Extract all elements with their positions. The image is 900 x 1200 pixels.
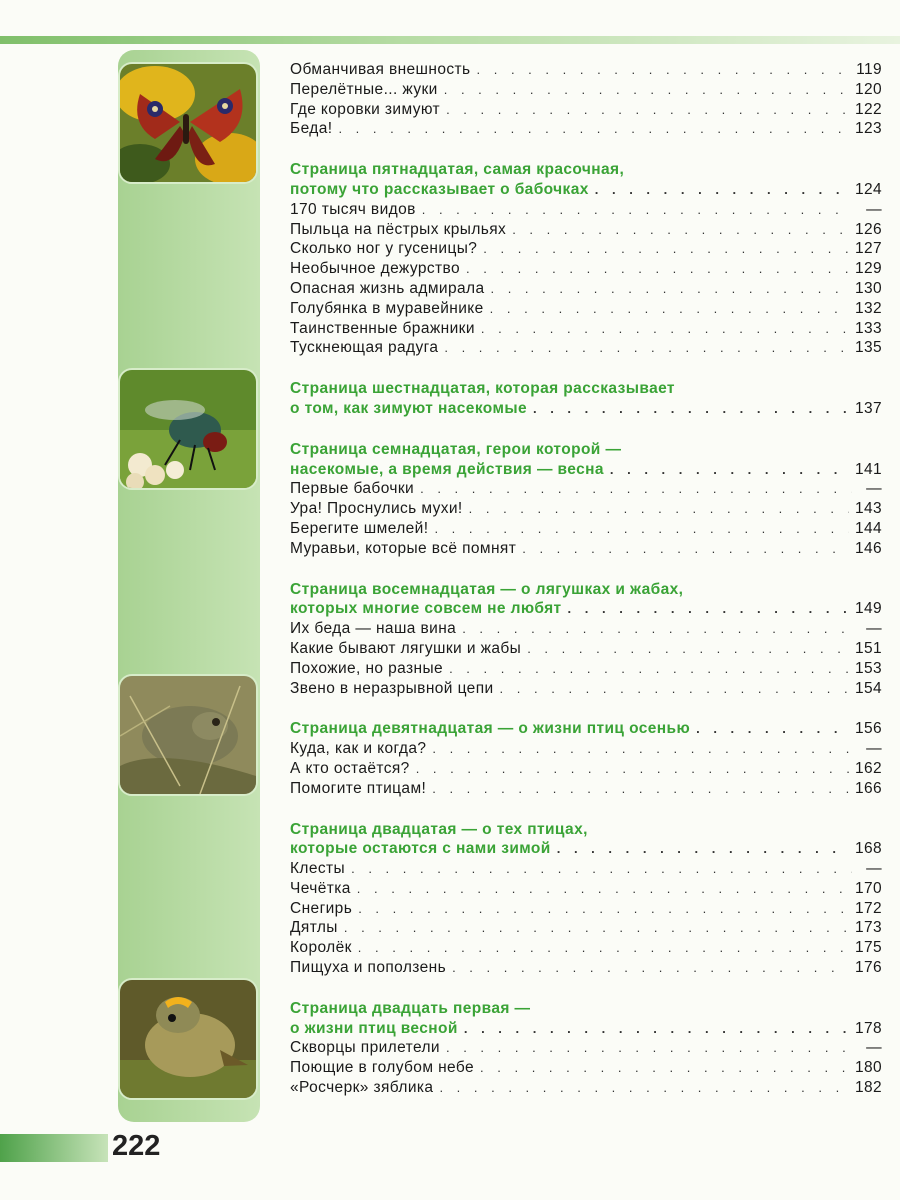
toc-page-number: — [866, 860, 882, 878]
toc-item-title: Помогите птицам! [290, 779, 427, 797]
toc-item[interactable] [290, 319, 882, 339]
toc-page-number: 135 [854, 339, 882, 357]
toc-item-title: Берегите шмелей! [290, 519, 429, 537]
toc-item[interactable] [290, 958, 882, 978]
toc-item[interactable] [290, 100, 882, 120]
toc-item-title: Звено в неразрывной цепи [290, 679, 494, 697]
toc-item-title: Пыльца на пёстрых крыльях [290, 220, 507, 238]
dot-leader [358, 899, 849, 919]
toc-item[interactable] [290, 679, 882, 699]
toc-item[interactable] [290, 499, 882, 519]
toc-item-title: Перелётные... жуки [290, 80, 438, 98]
toc-page-number: — [866, 740, 882, 758]
toc-item-title: Какие бывают лягушки и жабы [290, 639, 522, 657]
toc-item-title: Снегирь [290, 899, 353, 917]
toc-heading-text: которые остаются с нами зимой [290, 840, 551, 858]
toc-item-title: Чечётка [290, 879, 351, 897]
toc-page-number: 144 [854, 519, 882, 537]
toc-page-number: 123 [854, 120, 882, 138]
toc-item-title: Скворцы прилетели [290, 1039, 440, 1057]
side-green-band [118, 50, 260, 1122]
toc-heading-text: о жизни птиц весной [290, 1019, 458, 1037]
top-green-rule [0, 36, 900, 44]
dot-leader [483, 239, 849, 259]
toc-heading-line [290, 379, 882, 399]
toc-item[interactable] [290, 639, 882, 659]
toc-page-number: 146 [854, 539, 882, 557]
toc-page-number: 153 [854, 659, 882, 677]
toc-page-number: 149 [854, 600, 882, 618]
dot-leader [557, 839, 849, 859]
toc-page-number: — [866, 1039, 882, 1057]
dot-leader [422, 200, 852, 220]
dot-leader [434, 519, 849, 539]
toc-page-number: 132 [854, 299, 882, 317]
toc-item[interactable] [290, 1078, 882, 1098]
toc-item[interactable] [290, 220, 882, 240]
toc-item[interactable] [290, 479, 882, 499]
toc-heading-text: Страница семнадцатая, герои которой — [290, 440, 622, 458]
toc-page-number: 162 [854, 759, 882, 777]
toc-item[interactable] [290, 299, 882, 319]
dot-leader [696, 719, 849, 739]
toc-page-number: 124 [854, 180, 882, 198]
toc-page-number: 141 [854, 460, 882, 478]
toc-item-title: Необычное дежурство [290, 260, 460, 278]
toc-page-number: 175 [854, 939, 882, 957]
toc-heading-text: Страница двадцатая — о тех птицах, [290, 820, 588, 838]
toc-item-title: Их беда — наша вина [290, 620, 457, 638]
toc-item[interactable] [290, 80, 882, 100]
dot-leader [416, 759, 849, 779]
toc-heading-line [290, 999, 882, 1019]
toc-item[interactable] [290, 338, 882, 358]
toc-item[interactable] [290, 539, 882, 559]
toc-heading[interactable] [290, 599, 882, 619]
dot-leader [446, 100, 849, 120]
peacock-butterfly-photo [120, 64, 256, 182]
dot-leader [344, 918, 849, 938]
page-number: 222 [112, 1130, 161, 1162]
toc-item[interactable] [290, 879, 882, 899]
toc-page-number: 122 [854, 100, 882, 118]
toc-page-number: — [866, 620, 882, 638]
toc-item[interactable] [290, 279, 882, 299]
table-of-contents [290, 60, 882, 1098]
dot-leader [444, 80, 849, 100]
toc-page-number: 129 [854, 260, 882, 278]
toc-item[interactable] [290, 200, 882, 220]
dot-leader [500, 679, 849, 699]
dot-leader [466, 259, 849, 279]
toc-item[interactable] [290, 779, 882, 799]
toc-item[interactable] [290, 259, 882, 279]
toc-heading[interactable] [290, 1019, 882, 1039]
toc-item-title: Тускнеющая радуга [290, 339, 439, 357]
goldcrest-bird-photo [120, 980, 256, 1098]
toc-item-title: Ура! Проснулись мухи! [290, 500, 463, 518]
toc-page-number: — [866, 200, 882, 218]
toc-item-title: Обманчивая внешность [290, 61, 471, 78]
toc-page-number: 178 [854, 1019, 882, 1037]
dot-leader [452, 958, 849, 978]
dot-leader [446, 1038, 852, 1058]
toc-page-number: 182 [854, 1079, 882, 1097]
toc-item-title: Опасная жизнь адмирала [290, 279, 485, 297]
section-gap [290, 139, 882, 160]
toc-item-title: Первые бабочки [290, 480, 415, 498]
page-number-bar [0, 1134, 108, 1162]
toc-heading-line [290, 820, 882, 840]
dot-leader [420, 479, 852, 499]
toc-page-number: 166 [854, 779, 882, 797]
toc-item-title: Пищуха и поползень [290, 959, 447, 977]
toc-heading-text: насекомые, а время действия — весна [290, 460, 604, 478]
toc-page-number: 176 [854, 959, 882, 977]
section-gap [290, 559, 882, 580]
toc-item-title: Дятлы [290, 919, 338, 937]
toc-item-title: Муравьи, которые всё помнят [290, 539, 517, 557]
toc-heading-text: Страница девятнадцатая — о жизни птиц осенью [290, 720, 691, 738]
dot-leader [512, 220, 849, 240]
toc-heading-text: которых многие совсем не любят [290, 600, 562, 618]
toc-page-number: 126 [854, 220, 882, 238]
dot-leader [610, 460, 849, 480]
toc-item-title: Клесты [290, 860, 346, 878]
toc-page-number: 137 [854, 399, 882, 417]
dot-leader [444, 338, 849, 358]
dot-leader [490, 299, 849, 319]
toc-item[interactable] [290, 1038, 882, 1058]
dot-leader [432, 739, 852, 759]
toc-heading[interactable] [290, 399, 882, 419]
toc-heading[interactable] [290, 719, 882, 739]
toc-item-title: Похожие, но разные [290, 659, 444, 677]
toc-page-number: 172 [854, 899, 882, 917]
section-gap [290, 698, 882, 719]
toc-item[interactable] [290, 1058, 882, 1078]
dot-leader [469, 499, 849, 519]
toc-item-title: Королёк [290, 939, 352, 957]
toc-page-number: 120 [854, 80, 882, 98]
dot-leader [527, 639, 849, 659]
dot-leader [480, 1058, 849, 1078]
toc-page-number: 180 [854, 1059, 882, 1077]
toc-heading[interactable] [290, 460, 882, 480]
dot-leader [357, 879, 849, 899]
toc-heading-text: Страница пятнадцатая, самая красочная, [290, 161, 625, 179]
section-gap [290, 799, 882, 820]
toc-item-title: Поющие в голубом небе [290, 1059, 475, 1077]
dot-leader [439, 1078, 849, 1098]
toc-item-title: Где коровки зимуют [290, 100, 441, 118]
toc-item-title: «Росчерк» зяблика [290, 1079, 434, 1097]
toc-item[interactable] [290, 859, 882, 879]
toc-page-number: 154 [854, 679, 882, 697]
dot-leader [338, 119, 849, 139]
toc-item[interactable] [290, 918, 882, 938]
dot-leader [522, 539, 849, 559]
toc-page-number: 119 [856, 61, 882, 78]
toc-item[interactable] [290, 619, 882, 639]
section-gap [290, 978, 882, 999]
toc-page-number: 151 [854, 639, 882, 657]
toc-page-number: 156 [854, 720, 882, 738]
toc-heading[interactable] [290, 180, 882, 200]
toc-item-title: Голубянка в муравейнике [290, 299, 484, 317]
toc-item-title: Таинственные бражники [290, 319, 475, 337]
toc-heading-text: потому что рассказывает о бабочках [290, 180, 589, 198]
toc-page-number: 143 [854, 500, 882, 518]
toc-item[interactable] [290, 899, 882, 919]
toc-heading-line [290, 580, 882, 600]
toc-heading-text: Страница восемнадцатая — о лягушках и жабах, [290, 580, 684, 598]
toc-item-title: А кто остаётся? [290, 759, 410, 777]
dot-leader [481, 319, 849, 339]
toad-photo [120, 676, 256, 794]
section-gap [290, 358, 882, 379]
toc-page-number: 170 [854, 879, 882, 897]
toc-item-title: Сколько ног у гусеницы? [290, 240, 478, 258]
toc-item[interactable] [290, 119, 882, 139]
section-gap [290, 419, 882, 440]
toc-item[interactable] [290, 519, 882, 539]
dot-leader [568, 599, 849, 619]
dot-leader [595, 180, 849, 200]
toc-heading-text: о том, как зимуют насекомые [290, 399, 527, 417]
dot-leader [477, 60, 851, 80]
toc-heading-text: Страница двадцать первая — [290, 999, 531, 1017]
dot-leader [464, 1019, 849, 1039]
toc-item[interactable] [290, 239, 882, 259]
toc-item-title: 170 тысяч видов [290, 200, 416, 218]
dot-leader [533, 399, 849, 419]
toc-page-number: 133 [854, 319, 882, 337]
toc-page-number: 173 [854, 919, 882, 937]
dot-leader [449, 659, 849, 679]
toc-item[interactable] [290, 759, 882, 779]
toc-item[interactable] [290, 60, 882, 80]
toc-heading-line [290, 440, 882, 460]
toc-item[interactable] [290, 938, 882, 958]
toc-page-number: 127 [854, 240, 882, 258]
toc-page-number: 130 [854, 279, 882, 297]
toc-item[interactable] [290, 739, 882, 759]
dot-leader [432, 779, 849, 799]
dot-leader [490, 279, 848, 299]
dot-leader [351, 859, 852, 879]
toc-item-title: Беда! [290, 120, 333, 138]
dot-leader [462, 619, 852, 639]
toc-heading[interactable] [290, 839, 882, 859]
toc-page-number: 168 [854, 840, 882, 858]
toc-item[interactable] [290, 659, 882, 679]
dot-leader [358, 938, 849, 958]
toc-heading-line [290, 160, 882, 180]
toc-page-number: — [866, 480, 882, 498]
toc-item-title: Куда, как и когда? [290, 740, 427, 758]
fly-photo [120, 370, 256, 488]
toc-heading-text: Страница шестнадцатая, которая рассказывает [290, 380, 675, 398]
